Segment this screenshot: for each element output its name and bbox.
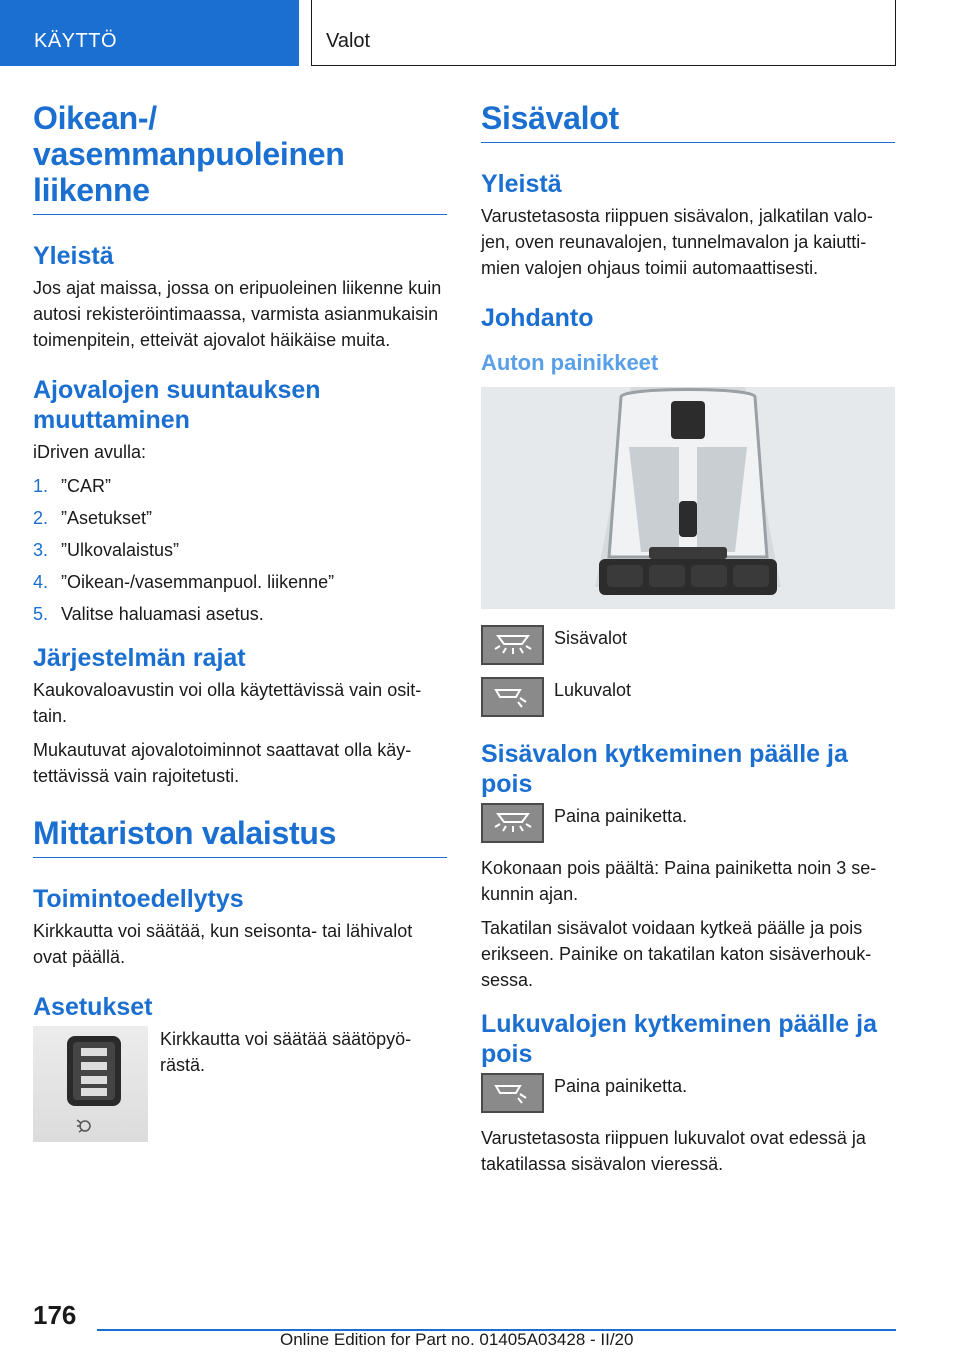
- press-row: [481, 803, 895, 843]
- heading-general: Yleistä: [33, 242, 114, 270]
- list-item: 4. ”Oikean-/vasemmanpuol. liikenne”: [33, 572, 335, 592]
- press-text: Paina painiketta.: [554, 806, 688, 826]
- list-item: 2. ”Asetukset”: [33, 508, 153, 528]
- list-item: 1. ”CAR”: [33, 476, 111, 496]
- legend-item: [481, 677, 895, 717]
- left-column: [33, 100, 447, 1142]
- page-number: 176: [33, 1300, 77, 1330]
- interior-text-2: Takatilan sisävalot voidaan kytkeä päälle ja pois erikseen. Painike on takatilan katon sisäverhouksessa.: [481, 918, 872, 990]
- right-column: [481, 100, 895, 1185]
- chapter-title: Valot: [311, 0, 896, 66]
- steps-list: [33, 473, 447, 627]
- reading-light-icon: [481, 677, 544, 717]
- legend-label: Lukuvalot: [554, 680, 632, 700]
- general-text: Jos ajat maissa, jossa on eripuoleinen liikenne kuin autosi rekisteröintimaassa, varmista asianmukaisin toimenpitein, etteivät ajovalot häikäise muita.: [33, 278, 442, 350]
- interior-light-icon: [481, 803, 544, 843]
- press-text: Paina painiketta.: [554, 1076, 688, 1096]
- heading-car-buttons: Auton painikkeet: [481, 350, 659, 375]
- heading-limits: Järjestelmän rajat: [33, 644, 246, 672]
- reading-light-icon: [481, 1073, 544, 1113]
- brightness-wheel-image: [33, 1026, 148, 1142]
- heading-traffic-side: Oikean-/ vasemmanpuoleinen liikenne: [33, 100, 447, 215]
- legend-label: Sisävalot: [554, 628, 628, 648]
- idrive-intro: iDriven avulla:: [33, 442, 147, 462]
- general-text-right: Varustetasosta riippuen sisävalon, jalkatilan valojen, oven reunavalojen, tunnelmavalon ja kaiuttimien valojen ohjaus toimii automaattisesti.: [481, 206, 873, 278]
- heading-change-aim: Ajovalojen suuntauksen muuttaminen: [33, 376, 321, 434]
- settings-row: [33, 1026, 447, 1142]
- section-tab: KÄYTTÖ: [0, 0, 299, 66]
- heading-instrument-lighting: Mittariston valaistus: [33, 815, 447, 858]
- heading-reading-on-off: Lukuvalojen kytkeminen päälle ja pois: [481, 1010, 877, 1068]
- list-item: 3. ”Ulkovalaistus”: [33, 540, 180, 560]
- limits-text-2: Mukautuvat ajovalotoiminnot saattavat olla käytettävissä vain rajoitetusti.: [33, 740, 412, 786]
- settings-text: Kirkkautta voi säätää säätöpyörästä.: [160, 1029, 412, 1075]
- interior-light-icon: [481, 625, 544, 665]
- interior-text-1: Kokonaan pois päältä: Paina painiketta noin 3 sekunnin ajan.: [481, 858, 877, 904]
- limits-text-1: Kaukovaloavustin voi olla käytettävissä vain osittain.: [33, 680, 422, 726]
- heading-intro: Johdanto: [481, 304, 594, 332]
- legend-item: [481, 625, 895, 665]
- heading-interior-lights: Sisävalot: [481, 100, 895, 143]
- heading-requirement: Toimintoedellytys: [33, 885, 244, 913]
- list-item: 5. Valitse haluamasi asetus.: [33, 604, 264, 624]
- heading-general-right: Yleistä: [481, 170, 562, 198]
- edition-text: Online Edition for Part no. 01405A03428 - II/20: [280, 1330, 634, 1349]
- press-row: [481, 1073, 895, 1113]
- requirement-text: Kirkkautta voi säätää, kun seisonta- tai lähivalot ovat päällä.: [33, 921, 413, 967]
- heading-interior-on-off: Sisävalon kytkeminen päälle ja pois: [481, 740, 848, 798]
- page-header: [0, 0, 960, 66]
- reading-text: Varustetasosta riippuen lukuvalot ovat edessä ja takatilassa sisävalon vieressä.: [481, 1128, 866, 1174]
- heading-settings: Asetukset: [33, 993, 153, 1021]
- overhead-console-image: [481, 387, 895, 609]
